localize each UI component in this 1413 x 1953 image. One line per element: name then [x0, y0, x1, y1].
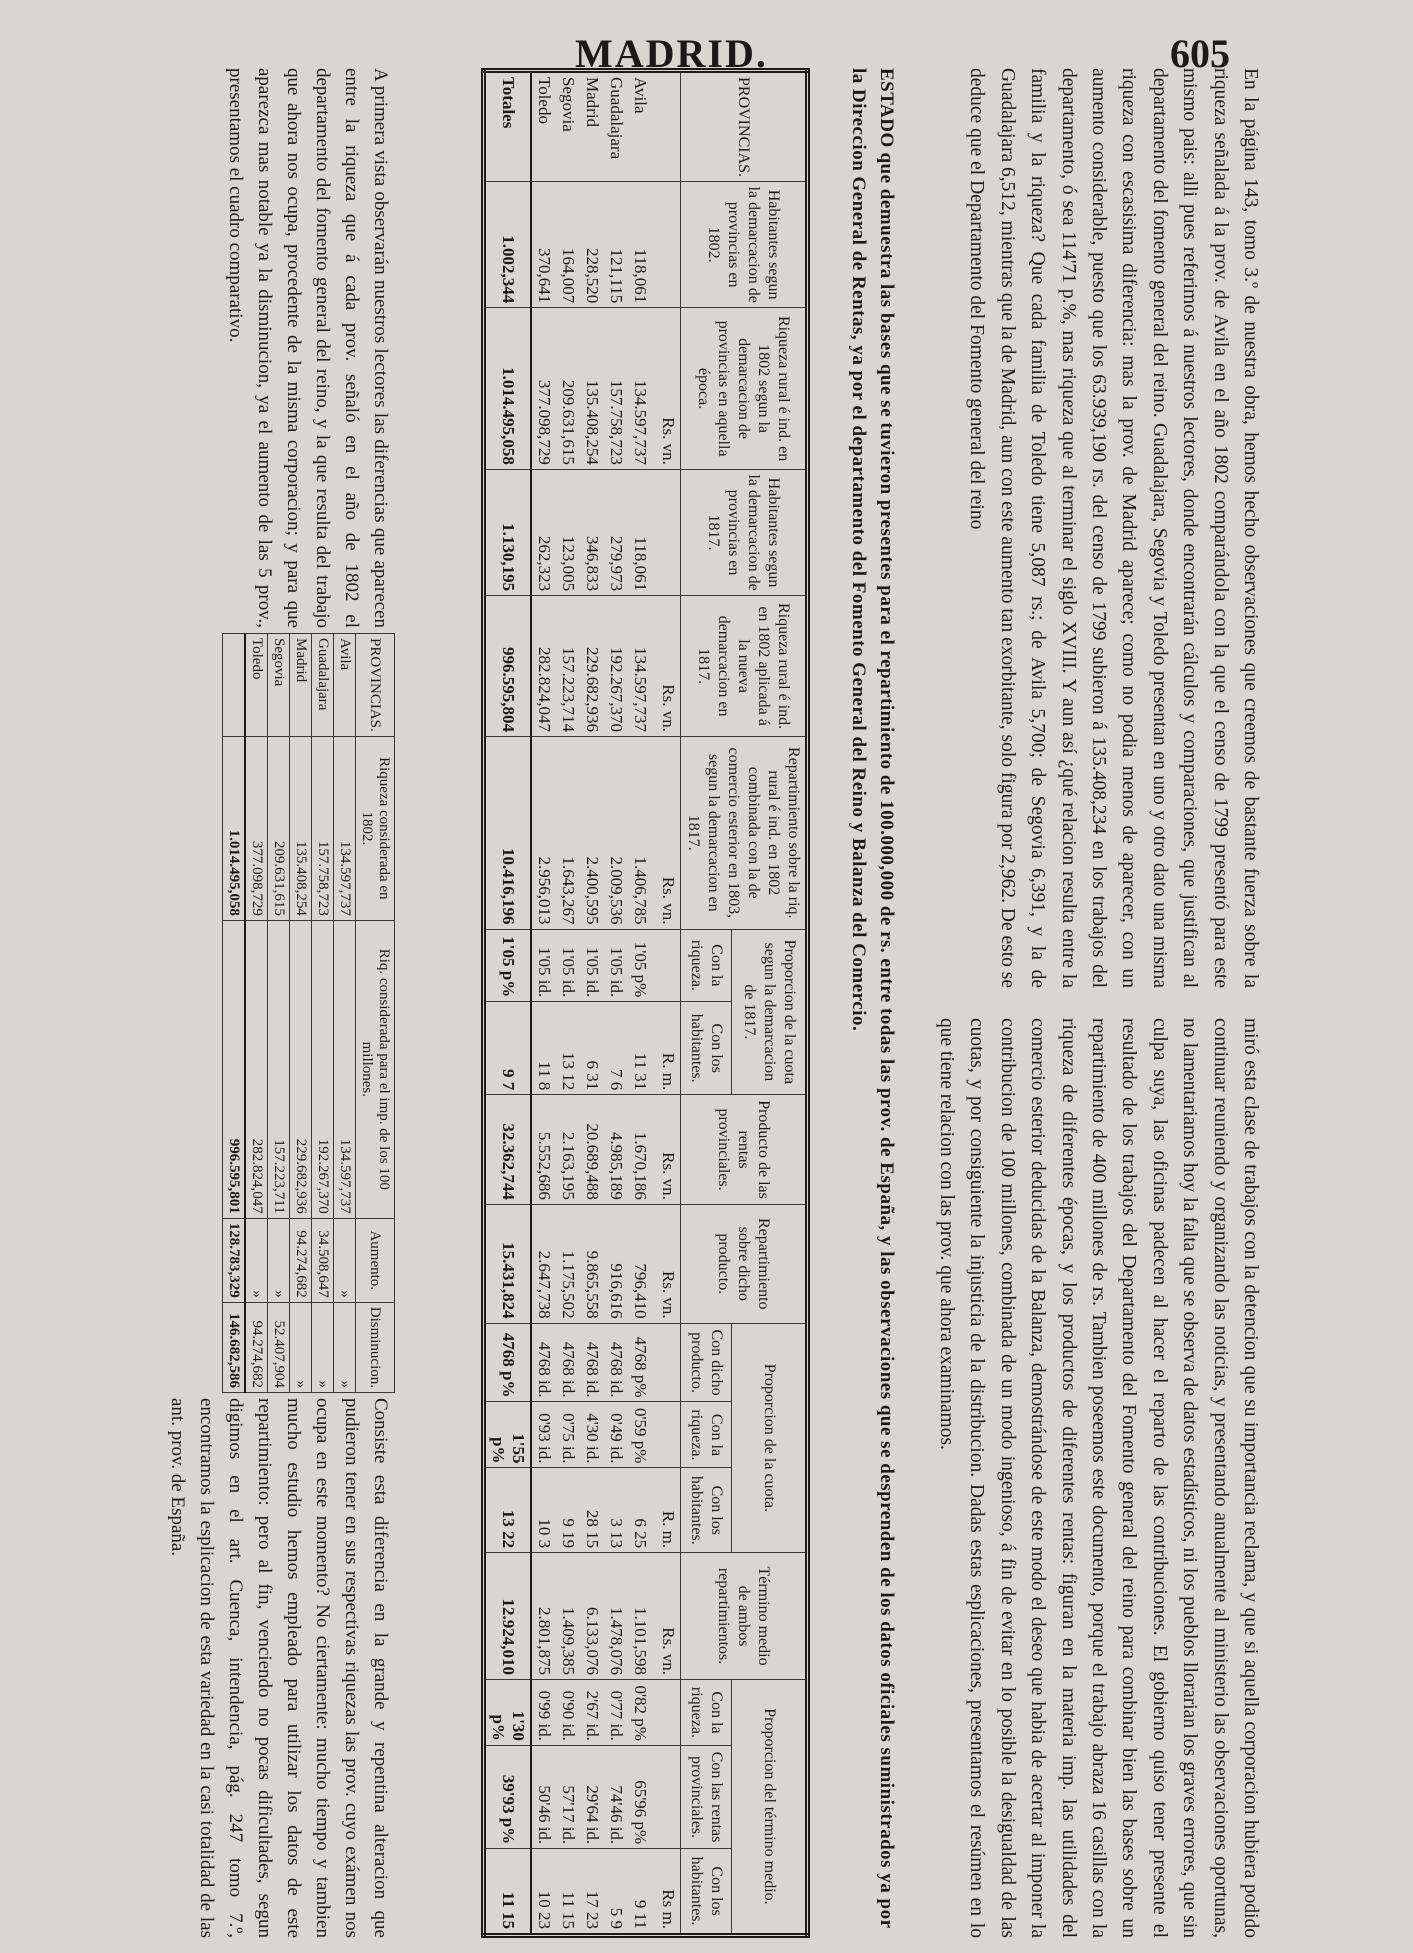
- unit-cell: [656, 71, 681, 182]
- value-cell: 118,061: [628, 182, 656, 308]
- province-cell: Guadalajara: [312, 634, 334, 737]
- value-cell: 346,833: [580, 469, 604, 595]
- col-provinces: PROVINCIAS.: [681, 71, 808, 182]
- province-cell: Toledo: [245, 634, 268, 737]
- province-cell: Totales: [484, 71, 532, 182]
- text-bottom-left: A primera vista observarán nuestros lectores las diferencias que aparecen entre la riqueza que á cada prov. señaló en el año de 1802 el departamento del fomento general del reino, y la que resulta del trabajo que ahora nos ocupa, procedente de la misma corporacion; y para que aparezca mas notable ya la disminucion, ya el aumento de las 5 prov., presentamos el cuadro comparativo.: [225, 68, 391, 628]
- value-cell: 4.985,189: [604, 1095, 628, 1205]
- units-row: [656, 71, 681, 1936]
- value-cell: 11 15: [556, 1849, 580, 1936]
- sub-prop-habitantes: Con los habitantes.: [681, 1002, 732, 1095]
- value-cell: 4768 id.: [604, 1323, 628, 1402]
- value-cell: 370,641: [531, 182, 556, 308]
- value-cell: 12.924,010: [484, 1553, 532, 1680]
- province-cell: [223, 634, 246, 737]
- value-cell: 229.682,936: [580, 596, 604, 737]
- value-cell: 11 31: [628, 1002, 656, 1095]
- value-cell: 1'05 id.: [531, 929, 556, 1002]
- sub-cuota-riqueza: Con la riqueza.: [681, 1402, 732, 1468]
- col-proporcion-cuota: Proporcion de la cuota.: [732, 1323, 808, 1552]
- value-cell: 1.670,186: [628, 1095, 656, 1205]
- value-cell: 1.101,598: [628, 1553, 656, 1680]
- col-proporcion-1817: Proporcion de la cuota segun la demarcacion de 1817.: [732, 929, 808, 1095]
- value-cell: 4768 id.: [556, 1323, 580, 1402]
- col-riqueza-1802: Riqueza rural é ind. en 1802 segun la demarcacion de provincias en aquella época.: [681, 308, 808, 470]
- value-cell: 52.407,904: [268, 1302, 290, 1392]
- value-cell: 20.689,488: [580, 1095, 604, 1205]
- value-cell: 1'05 p%: [484, 929, 532, 1002]
- value-cell: 146.682,586: [223, 1302, 246, 1392]
- unit-cell: Rs. vn.: [656, 596, 681, 737]
- value-cell: 34.508,647: [312, 1218, 334, 1302]
- unit-cell: R. m.: [656, 1468, 681, 1553]
- unit-cell: Rs m.: [656, 1849, 681, 1936]
- value-cell: 1'30 p%: [484, 1679, 532, 1745]
- value-cell: 123,005: [556, 469, 580, 595]
- sub-term-rentas: Con las rentas provinciales.: [681, 1745, 732, 1848]
- value-cell: 134.597,737: [628, 596, 656, 737]
- value-cell: 11 8: [531, 1002, 556, 1095]
- sub-prop-riqueza: Con la riqueza.: [681, 929, 732, 1002]
- sub-term-habitantes: Con los habitantes.: [681, 1849, 732, 1936]
- value-cell: 157.223,714: [556, 596, 580, 737]
- value-cell: 209.631,615: [268, 736, 290, 920]
- value-cell: 1.130,195: [484, 469, 532, 595]
- sub-cuota-producto: Con dicho producto.: [681, 1323, 732, 1402]
- value-cell: 65'96 p%: [628, 1745, 656, 1848]
- value-cell: 1'05 id.: [556, 929, 580, 1002]
- value-cell: 157.758,723: [604, 308, 628, 470]
- unit-cell: [656, 1745, 681, 1848]
- value-cell: 1.014.495,058: [223, 736, 246, 920]
- value-cell: 0'93 id.: [531, 1402, 556, 1468]
- col-riqueza-1817: Riqueza rural é ind. en 1802 aplicada á la nueva demarcacion en 1817.: [681, 596, 808, 737]
- table-row: [628, 71, 656, 1936]
- unit-cell: Rs. vn.: [656, 1095, 681, 1205]
- value-cell: 377.098,729: [245, 736, 268, 920]
- value-cell: 1.014.495,058: [484, 308, 532, 470]
- value-cell: 10 3: [531, 1468, 556, 1553]
- value-cell: 9.865,558: [580, 1204, 604, 1323]
- value-cell: 796,410: [628, 1204, 656, 1323]
- col-habitantes-1802: Habitantes segun la demarcacion de provincias en 1802.: [681, 182, 808, 308]
- value-cell: 5.552,686: [531, 1095, 556, 1205]
- rotated-page-body: [45, 68, 1265, 1938]
- cmp-col-aumento: Aumento.: [356, 1218, 395, 1302]
- value-cell: 15.431,824: [484, 1204, 532, 1323]
- value-cell: 2.647,738: [531, 1204, 556, 1323]
- value-cell: 4768 id.: [580, 1323, 604, 1402]
- value-cell: 134.597,737: [334, 920, 356, 1218]
- value-cell: 916,616: [604, 1204, 628, 1323]
- value-cell: 0'49 id.: [604, 1402, 628, 1468]
- unit-cell: [656, 1323, 681, 1402]
- unit-cell: [656, 1679, 681, 1745]
- text-bottom-right: Consiste esta diferencia en la grande y repentina alteracion que pudieron tener en sus respectivas riquezas las prov. cuyo exámen nos ocupa en este momento? No ciertamente: mucho tiempo y tambien mucho estudio hemos empleado para utilizar los datos de este repartimiento: pero al fin, venciendo no pocas dificultades, segun digimos en el art. Cuenca, intendencia, pág. 247 tomo 7.º, encontramos la esplicacion de esta variedad en la casi totalidad de las ant. prov. de España.: [167, 1398, 391, 1938]
- value-cell: 1.002,344: [484, 182, 532, 308]
- value-cell: 1.175,502: [556, 1204, 580, 1323]
- value-cell: 32.362,744: [484, 1095, 532, 1205]
- province-cell: Madrid: [290, 634, 312, 737]
- value-cell: 9 11: [628, 1849, 656, 1936]
- value-cell: 2.400,595: [580, 737, 604, 930]
- value-cell: 4'30 id.: [580, 1402, 604, 1468]
- value-cell: 164,007: [556, 182, 580, 308]
- value-cell: 0'59 p%: [628, 1402, 656, 1468]
- col-producto-rentas: Producto de las rentas provinciales.: [681, 1095, 808, 1205]
- unit-cell: [656, 1402, 681, 1468]
- value-cell: 4768 p%: [628, 1323, 656, 1402]
- unit-cell: Rs. vn.: [656, 737, 681, 930]
- col-repartimiento-producto: Repartimiento sobre dicho producto.: [681, 1204, 808, 1323]
- value-cell: 94.274,682: [290, 1218, 312, 1302]
- value-cell: 57'17 id.: [556, 1745, 580, 1848]
- value-cell: 128.783,329: [223, 1218, 246, 1302]
- value-cell: 94.274,682: [245, 1302, 268, 1392]
- value-cell: 229.682,936: [290, 920, 312, 1218]
- running-title: MADRID.: [575, 31, 768, 76]
- table-row: [268, 634, 290, 1393]
- province-cell: Segovia: [268, 634, 290, 737]
- value-cell: 192.267,370: [312, 920, 334, 1218]
- value-cell: 9 7: [484, 1002, 532, 1095]
- table-row: [334, 634, 356, 1393]
- province-cell: Avila: [628, 71, 656, 182]
- comparison-table: [222, 633, 395, 1393]
- value-cell: 28 15: [580, 1468, 604, 1553]
- totals-row: [223, 634, 246, 1393]
- value-cell: 1'05 id.: [604, 929, 628, 1002]
- value-cell: 4768 id.: [531, 1323, 556, 1402]
- caption-lead: ESTADO: [876, 68, 897, 148]
- value-cell: 39'93 p%: [484, 1745, 532, 1848]
- value-cell: 0'77 id.: [604, 1679, 628, 1745]
- unit-cell: [656, 929, 681, 1002]
- value-cell: 1.409,385: [556, 1553, 580, 1680]
- value-cell: 4768 p%: [484, 1323, 532, 1402]
- unit-cell: R. m.: [656, 1002, 681, 1095]
- value-cell: 2.956,013: [531, 737, 556, 930]
- cmp-col-riqueza-1802: Riqueza considerada en 1802.: [356, 736, 395, 920]
- value-cell: 135.408,254: [290, 736, 312, 920]
- value-cell: 6 25: [628, 1468, 656, 1553]
- unit-cell: Rs. vn.: [656, 308, 681, 470]
- value-cell: 996.595,801: [223, 920, 246, 1218]
- value-cell: 118,061: [628, 469, 656, 595]
- value-cell: 10.416,196: [484, 737, 532, 930]
- value-cell: 3 13: [604, 1468, 628, 1553]
- value-cell: 11 15: [484, 1849, 532, 1936]
- value-cell: 135.408,254: [580, 308, 604, 470]
- value-cell: 7 6: [604, 1002, 628, 1095]
- sub-cuota-habitantes: Con los habitantes.: [681, 1468, 732, 1553]
- value-cell: 5 9: [604, 1849, 628, 1936]
- value-cell: 6.133,076: [580, 1553, 604, 1680]
- value-cell: 74'46 id.: [604, 1745, 628, 1848]
- value-cell: 29'64 id.: [580, 1745, 604, 1848]
- value-cell: 209.631,615: [556, 308, 580, 470]
- value-cell: 1.406,785: [628, 737, 656, 930]
- value-cell: 13 12: [556, 1002, 580, 1095]
- value-cell: 1'05 id.: [580, 929, 604, 1002]
- cmp-col-disminucion: Disminucion.: [356, 1302, 395, 1392]
- text-column-right: miró esta clase de trabajos con la detencion que su importancia reclama, y que si aquella corporacion hubiera podido continuar reuniendo y organizando las noticias, y presentando anualmente al ministerio las observaciones oportunas, no lamentariamos hoy la falta que se observa de datos estadísticos, ni los pueblos llorarian los graves errores, que sin culpa suya, las oficinas padecen al hacer el reparto de las contribuciones. El gobierno quiso tener presente el resultado de los trabajos del Departamento del Fomento general del reino para combinar bien las bases sobre un repartimiento de 400 millones de rs. Tambien poseemos este documento, porque el trabajo abraza 16 casillas con la riqueza de diferentes épocas, y los productos de diferentes rentas: figuran en la materia imp. las utilidades del comercio esterior deducidas de la Balanza, demostrándose de este modo el deseo que habia de acertar al imponer la contribucion de 100 millones, combinada de un modo ingenioso, á fin de evitar en lo posible la desigualdad de las cuotas, y por consiguiente la injusticia de la distribucion. Dadas estas esplicaciones, presentamos el resúmen en lo que tiene relacion con las prov. que ahora examinamos.: [935, 1018, 1261, 1938]
- value-cell: 377.098,729: [531, 308, 556, 470]
- value-cell: 996.595,804: [484, 596, 532, 737]
- value-cell: 2.009,536: [604, 737, 628, 930]
- value-cell: 0'90 id.: [556, 1679, 580, 1745]
- totals-row: [484, 71, 532, 1936]
- value-cell: 1.643,267: [556, 737, 580, 930]
- value-cell: 6 31: [580, 1002, 604, 1095]
- table-row: [604, 71, 628, 1936]
- table-row: [245, 634, 268, 1393]
- value-cell: 1'05 p%: [628, 929, 656, 1002]
- sub-term-riqueza: Con la riqueza.: [681, 1679, 732, 1745]
- value-cell: 9 19: [556, 1468, 580, 1553]
- value-cell: 10 23: [531, 1849, 556, 1936]
- table-row: [290, 634, 312, 1393]
- value-cell: »: [312, 1302, 334, 1392]
- value-cell: 2'67 id.: [580, 1679, 604, 1745]
- province-cell: Guadalajara: [604, 71, 628, 182]
- table-caption: [844, 68, 900, 1938]
- page-number: 605: [1170, 31, 1230, 76]
- caption-text: que demuestra las bases que se tuvieron presentes para el repartimiento de 100.000,000 de rs. entre todas las prov. de España, y las observaciones que se desprenden de los datos oficiales suministrados ya por la Direccion General de Rentas, ya por el departamento del Fomento General del Reino y Balanza del Comercio.: [848, 68, 897, 1929]
- table-row: [556, 71, 580, 1936]
- main-table-body: [484, 71, 681, 1936]
- value-cell: 228,520: [580, 182, 604, 308]
- unit-cell: Rs. vn.: [656, 1553, 681, 1680]
- province-cell: Toledo: [531, 71, 556, 182]
- text-column-left: En la página 143, tomo 3.º de nuestra obra, hemos hecho observaciones que creemos de bastante fuerza sobre la riqueza señalada á la prov. de Avila en el año 1802 comparándola con la que el censo de 1799 presentó para este mismo pais: alli pues referimos á nuestros lectores, donde encontrarán cálculos y comparaciones, que justifican al departamento del fomento general del reino. Guadalajara, Segovia y Toledo presentan en uno y otro dato una misma riqueza con escasisima diferencia: mas la prov. de Madrid aparece; como no podia menos de aparecer, con un aumento considerable, puesto que los 63.939,190 rs. del censo de 1799 subieron á 135.408,234 en los trabajos del departamento, ó sea 114'71 p.%, mas riqueza que al terminar el siglo XVIII. Y aun así ¿qué relacion resulta entre la familia y la riqueza? Que cada familia de Toledo tiene 5,087 rs.; de Avila 5,700; de Segovia 6,391, y la de Guadalajara 6,512, mientras que la de Madrid, aun con este aumento tan exorbitante, solo figura por 2,962. De esto se deduce que el Departamento del Fomento general del reino: [966, 68, 1261, 989]
- intro-text: [931, 68, 1265, 1938]
- value-cell: 50'46 id.: [531, 1745, 556, 1848]
- table-row: [531, 71, 556, 1936]
- value-cell: 134.597,737: [334, 736, 356, 920]
- value-cell: 192.267,370: [604, 596, 628, 737]
- unit-cell: [656, 469, 681, 595]
- col-proporcion-termino: Proporcion del término medio.: [732, 1679, 808, 1935]
- value-cell: »: [334, 1218, 356, 1302]
- value-cell: 0'99 id.: [531, 1679, 556, 1745]
- unit-cell: Rs. vn.: [656, 1204, 681, 1323]
- value-cell: 1.478,076: [604, 1553, 628, 1680]
- value-cell: 0'75 id.: [556, 1402, 580, 1468]
- value-cell: 2.163,195: [556, 1095, 580, 1205]
- value-cell: 17 23: [580, 1849, 604, 1936]
- province-cell: Avila: [334, 634, 356, 737]
- value-cell: 262,323: [531, 469, 556, 595]
- table-row: [580, 71, 604, 1936]
- value-cell: 134.597,737: [628, 308, 656, 470]
- value-cell: »: [334, 1302, 356, 1392]
- value-cell: »: [268, 1218, 290, 1302]
- value-cell: 2.801,875: [531, 1553, 556, 1680]
- value-cell: 157.223,711: [268, 920, 290, 1218]
- unit-cell: [656, 182, 681, 308]
- province-cell: Segovia: [556, 71, 580, 182]
- value-cell: 282.824,047: [245, 920, 268, 1218]
- cmp-col-provinces: PROVINCIAS.: [356, 634, 395, 737]
- province-cell: Madrid: [580, 71, 604, 182]
- main-statistics-table: [481, 68, 810, 1938]
- table-row: [312, 634, 334, 1393]
- value-cell: 282.824,047: [531, 596, 556, 737]
- cmp-col-riqueza-imp: Riq. considerada para el imp. de los 100 millones.: [356, 920, 395, 1218]
- value-cell: 13 22: [484, 1468, 532, 1553]
- col-termino-medio: Término medio de ambos repartimientos.: [681, 1553, 808, 1680]
- comparison-table-body: [223, 634, 356, 1393]
- value-cell: 0'82 p%: [628, 1679, 656, 1745]
- value-cell: »: [245, 1218, 268, 1302]
- value-cell: 121,115: [604, 182, 628, 308]
- col-habitantes-1817: Habitantes segun la demarcacion de provincias en 1817.: [681, 469, 808, 595]
- value-cell: 279,973: [604, 469, 628, 595]
- col-repartimiento-1817: Repartimiento sobre la riq. rural é ind. en 1802 combinada con la de comercio esterior en 1803, segun la demarcacion en 1817.: [681, 737, 808, 930]
- value-cell: 157.758,723: [312, 736, 334, 920]
- value-cell: 1'55 p%: [484, 1402, 532, 1468]
- value-cell: »: [290, 1302, 312, 1392]
